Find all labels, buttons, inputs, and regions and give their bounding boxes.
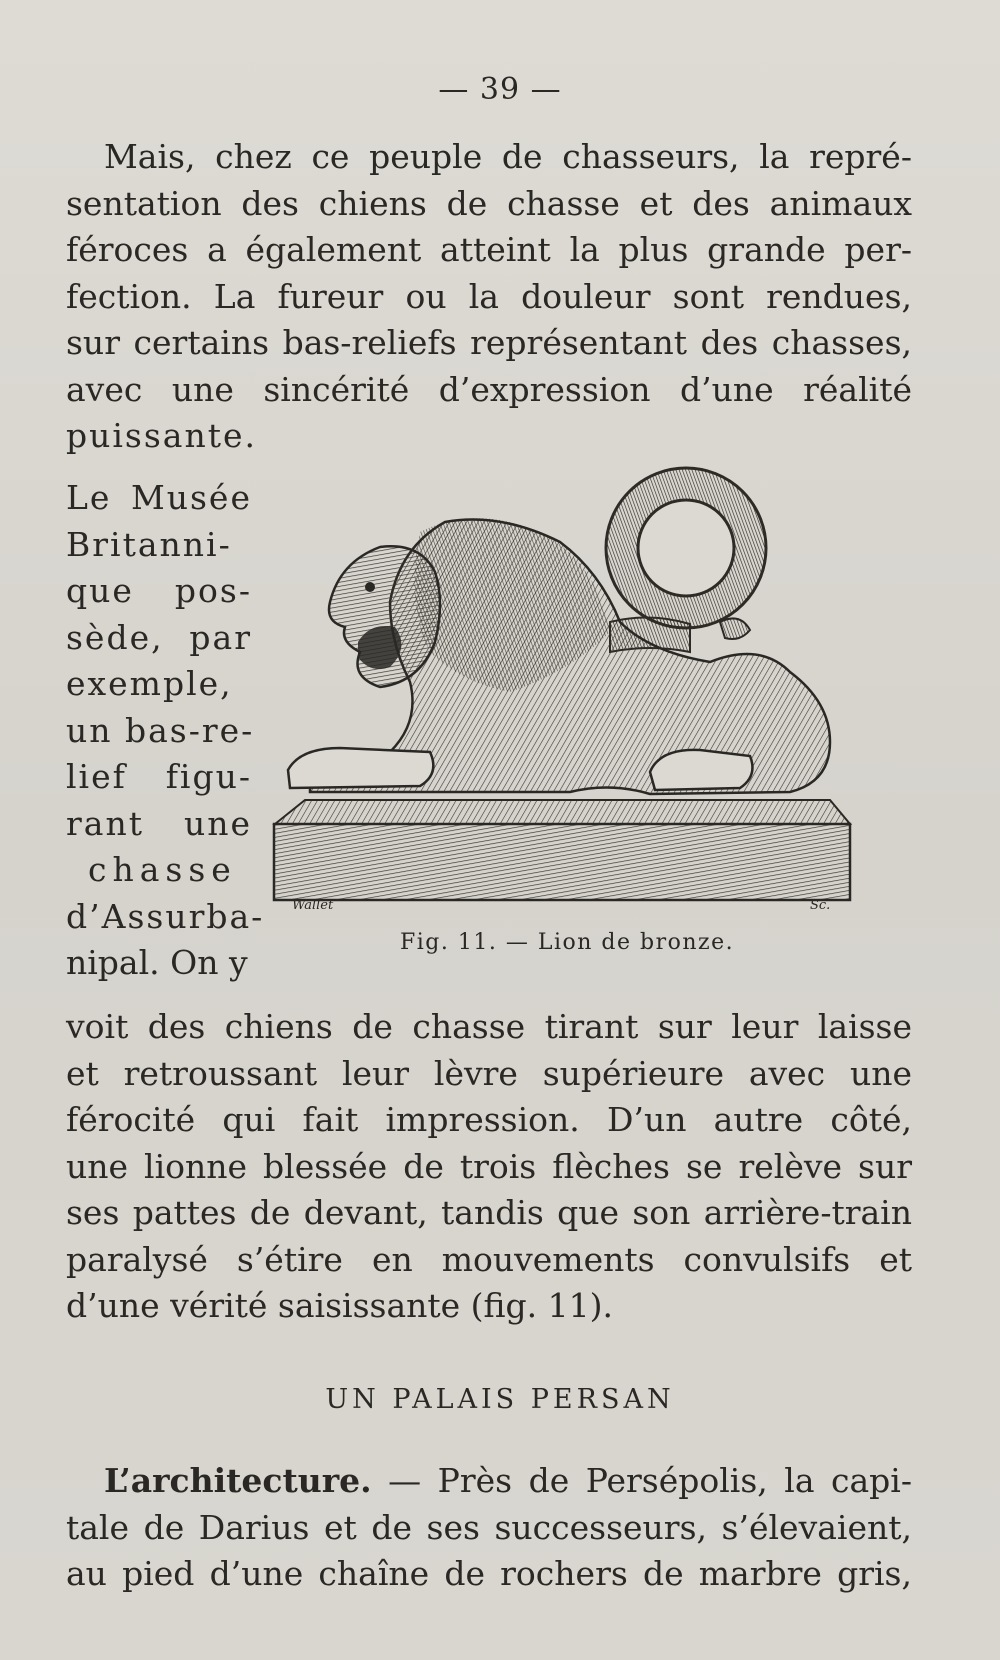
paragraph-lead: L’architecture. xyxy=(104,1461,372,1500)
text-line: une lionne blessée de trois flèches se relève sur xyxy=(66,1146,912,1186)
engraver-signature-left: Wallet xyxy=(292,898,334,913)
text-line xyxy=(66,1458,912,1505)
base-slab xyxy=(274,800,850,900)
page-number: — 39 — xyxy=(438,72,562,107)
text-line: voit des chiens de chasse tirant sur leur laisse xyxy=(66,1007,912,1046)
text-span: — Près de Persépolis, la capi- xyxy=(371,1461,912,1500)
text-line: sur certains bas-reliefs représentant des chasses, xyxy=(66,323,912,362)
lion-figure xyxy=(270,452,900,912)
text-line: fection. La fureur ou la douleur sont rendues, xyxy=(66,276,912,316)
text-line: d’une vérité saisissante (fig. 11). xyxy=(66,1286,613,1325)
text-line: que pos- xyxy=(66,571,252,610)
text-line: sentation des chiens de chasse et des animaux xyxy=(66,183,912,223)
text-line: nipal. On y xyxy=(66,943,248,982)
engraver-signature-right: Sc. xyxy=(810,898,831,913)
section-title: UN PALAIS PERSAN xyxy=(325,1384,675,1415)
text-line: férocité qui fait impression. D’un autre côté, xyxy=(66,1100,912,1139)
text-line: Le Musée xyxy=(66,478,252,517)
paragraph-2 xyxy=(66,1004,912,1330)
text-line: paralysé s’étire en mouvements convulsifs et xyxy=(66,1239,912,1279)
text-line: ses pattes de devant, tandis que son arrière-train xyxy=(66,1193,912,1232)
narrow-text-column xyxy=(66,475,265,987)
text-line: Mais, chez ce peuple de chasseurs, la repré- xyxy=(104,137,912,176)
text-line: puissante. xyxy=(66,416,258,455)
text-line: Britanni- xyxy=(66,524,232,564)
text-line: et retroussant leur lèvre supérieure avec une xyxy=(66,1053,912,1093)
text-line: un bas-re- xyxy=(66,710,255,750)
figure-caption: Fig. 11. — Lion de bronze. xyxy=(400,930,735,955)
text-line: rant une xyxy=(66,803,252,843)
text-line: féroces a également atteint la plus grande per- xyxy=(66,230,912,269)
text-line: d’Assurba- xyxy=(66,896,265,936)
text-line: avec une sincérité d’expression d’une réalité xyxy=(66,369,912,409)
text-line: sède, par xyxy=(66,617,252,657)
text-line: au pied d’une chaîne de rochers de marbre gris, xyxy=(66,1554,912,1593)
paragraph-1 xyxy=(66,134,912,460)
text-line: exemple, xyxy=(66,664,233,703)
paragraph-3 xyxy=(66,1458,912,1598)
text-line: chasse xyxy=(88,850,237,889)
text-line: lief figu- xyxy=(66,757,252,796)
lion-illustration xyxy=(270,452,900,912)
text-line: tale de Darius et de ses successeurs, s’élevaient, xyxy=(66,1507,912,1547)
